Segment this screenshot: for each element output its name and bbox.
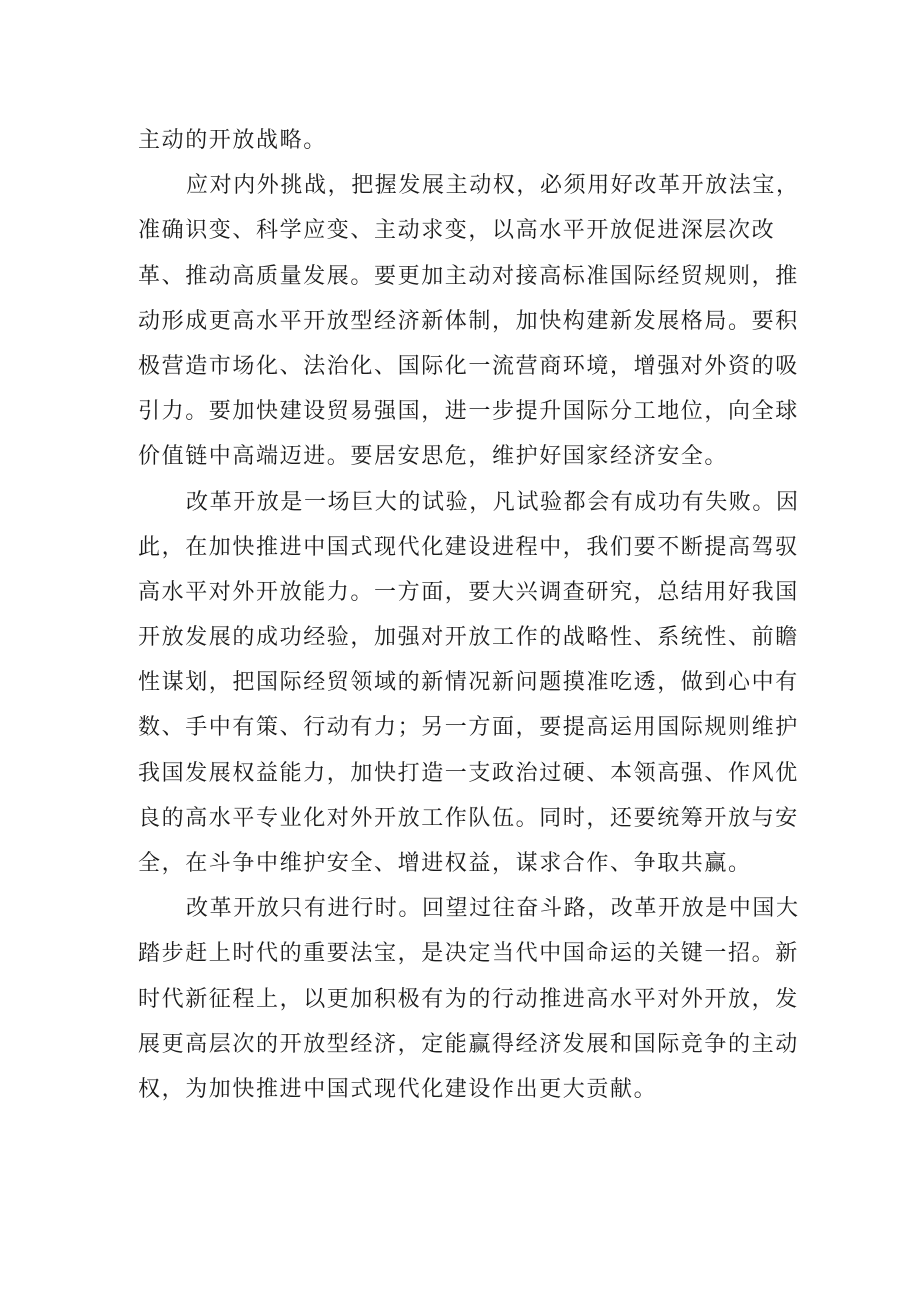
text-line: 应对内外挑战，把握发展主动权，必须用好改革开放法宝， xyxy=(186,173,800,199)
text-line: 主动的开放战略。 xyxy=(138,128,327,153)
text-line: 我国发展权益能力，加快打造一支政治过硬、本领高强、作风优 xyxy=(138,760,799,786)
text-line: 改革开放是一场巨大的试验，凡试验都会有成功有失败。因 xyxy=(186,489,800,515)
text-line: 数、手中有策、行动有力；另一方面，要提高运用国际规则维护 xyxy=(138,715,799,741)
text-line: 革、推动高质量发展。要更加主动对接高标准国际经贸规则，推 xyxy=(138,263,799,289)
text-line: 展更高层次的开放型经济，定能赢得经济发展和国际竞争的主动 xyxy=(138,1031,799,1057)
text-line: 此，在加快推进中国式现代化建设进程中，我们要不断提高驾驭 xyxy=(138,534,799,560)
text-line: 准确识变、科学应变、主动求变，以高水平开放促进深层次改 xyxy=(138,218,776,244)
text-line: 改革开放只有进行时。回望过往奋斗路，改革开放是中国大 xyxy=(186,896,800,922)
text-line: 开放发展的成功经验，加强对开放工作的战略性、系统性、前瞻 xyxy=(138,625,799,651)
text-line: 高水平对外开放能力。一方面，要大兴调查研究，总结用好我国 xyxy=(138,579,799,605)
text-line: 性谋划，把国际经贸领域的新情况新问题摸准吃透，做到心中有 xyxy=(138,670,799,696)
document-body xyxy=(138,118,798,1112)
text-line: 引力。要加快建设贸易强国，进一步提升国际分工地位，向全球 xyxy=(138,399,799,425)
text-line: 全，在斗争中维护安全、增进权益，谋求合作、争取共赢。 xyxy=(138,851,752,876)
text-line: 踏步赶上时代的重要法宝，是决定当代中国命运的关键一招。新 xyxy=(138,941,799,967)
text-line: 权，为加快推进中国式现代化建设作出更大贡献。 xyxy=(138,1076,658,1102)
text-line: 时代新征程上，以更加积极有为的行动推进高水平对外开放，发 xyxy=(138,986,799,1012)
text-line: 动形成更高水平开放型经济新体制，加快构建新发展格局。要积 xyxy=(138,308,799,334)
text-line: 极营造市场化、法治化、国际化一流营商环境，增强对外资的吸 xyxy=(138,353,799,379)
text-line: 价值链中高端迈进。要居安思危，维护好国家经济安全。 xyxy=(138,444,729,470)
text-line: 良的高水平专业化对外开放工作队伍。同时，还要统筹开放与安 xyxy=(138,805,799,831)
